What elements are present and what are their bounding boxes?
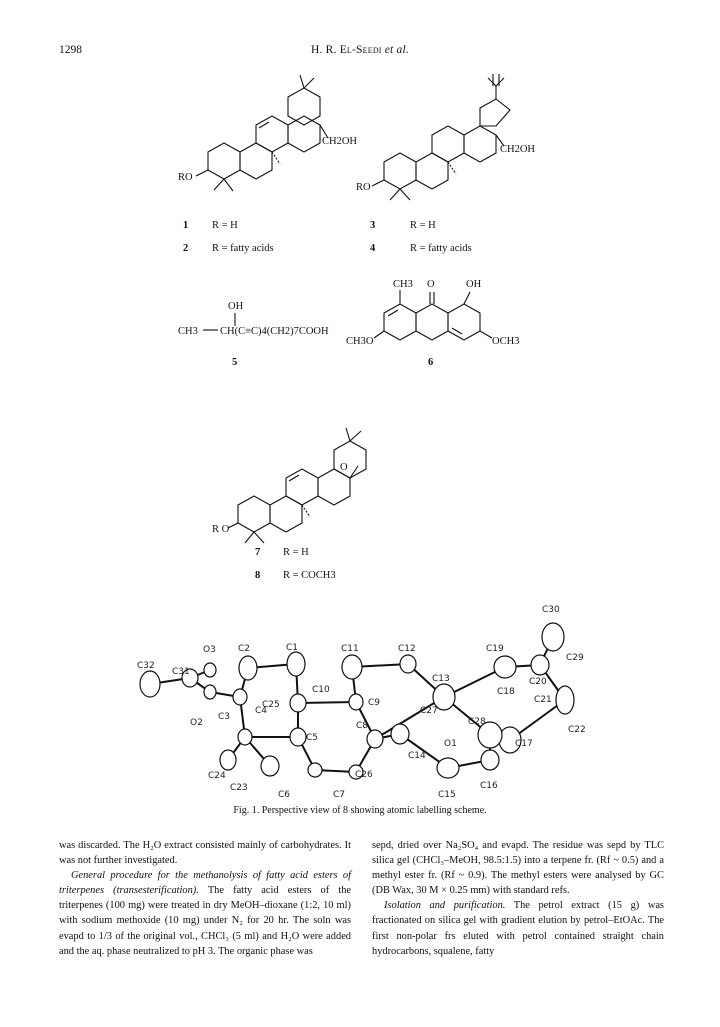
atom-label: C18: [497, 687, 515, 697]
c7-ro: R O: [212, 524, 230, 535]
atom-label: C4: [255, 706, 268, 716]
atom-label: C23: [230, 783, 248, 793]
compound-6-structure: [374, 290, 492, 340]
c3-ro: RO: [356, 182, 371, 193]
paragraph: [372, 898, 664, 958]
c7-number: 7: [255, 547, 261, 558]
compound-7-8-structure: [228, 428, 366, 543]
compound-3-structure: [372, 74, 510, 200]
paragraph: was discarded. The H₂O extract consisted mainly of carbohydrates. It was not further investigated.: [59, 840, 351, 867]
running-head-etal: et al.: [384, 44, 409, 56]
atom-label: C21: [534, 695, 552, 705]
atom-label: C11: [341, 644, 359, 654]
section-heading: General procedure for the methanolysis of fatty acid esters of triterpenes (transesterification).: [59, 870, 351, 897]
c1-r: R = H: [212, 220, 238, 231]
c5-oh: OH: [228, 301, 244, 312]
atom-label: C17: [515, 739, 533, 749]
atom-label: C31: [172, 667, 190, 677]
text-column-right: [372, 838, 664, 959]
paragraph: [59, 868, 351, 959]
atom-label: C13: [432, 674, 450, 684]
atom-label: C1: [286, 643, 299, 653]
compound-1-structure: [196, 75, 328, 191]
section-heading: Isolation and purification.: [384, 900, 506, 912]
atom-label: C26: [355, 770, 373, 780]
c6-o: O: [427, 279, 435, 290]
atom-label: C6: [278, 790, 291, 800]
atom-label: C2: [238, 644, 251, 654]
c6-number: 6: [428, 357, 434, 368]
running-head: [0, 44, 720, 56]
atom-label: C7: [333, 790, 346, 800]
atom-label: O3: [203, 645, 216, 655]
c3-r: R = H: [410, 220, 436, 231]
atom-label: C14: [408, 751, 426, 761]
c4-r: R = fatty acids: [410, 243, 472, 254]
c3-number: 3: [370, 220, 376, 231]
atom-label: C28: [468, 717, 486, 727]
atom-label: C8: [356, 721, 369, 731]
c4-number: 4: [370, 243, 376, 254]
c6-och3-left: CH3O: [346, 336, 374, 347]
atom-label: C10: [312, 685, 330, 695]
c2-r: R = fatty acids: [212, 243, 274, 254]
atom-label: C30: [542, 605, 560, 615]
paragraph-body: The fatty acid esters of the triterpenes (100 mg) were treated in dry MeOH–dioxane (1:2, 10 ml) with sodium methoxide (10 mg) under N₂ for 20 hr. The soln was evapd to 1/3 of the original vol., CHCl₃ (5 ml) and H₂O were added and the aq. phase neutralized to pH 3. The organic phase was: [59, 885, 351, 957]
c7-r: R = H: [283, 547, 309, 558]
c5-number: 5: [232, 357, 238, 368]
text-column-left: [59, 838, 351, 959]
c5-ch3: CH3: [178, 326, 198, 337]
atom-label: C16: [480, 781, 498, 791]
figure-caption: Fig. 1. Perspective view of 8 showing atomic labelling scheme.: [233, 805, 487, 816]
atom-label: C29: [566, 653, 584, 663]
structures-figure: [0, 60, 720, 800]
atom-label: C5: [306, 733, 319, 743]
atom-label: C12: [398, 644, 416, 654]
atom-label: C25: [262, 700, 280, 710]
atom-label: C27: [420, 706, 438, 716]
atom-label: O2: [190, 718, 203, 728]
paragraph: sepd, dried over Na₂SO₄ and evapd. The residue was sepd by TLC silica gel (CHCl₃–MeOH, 98.5:1.5) into a terpene fr. (Rf ~ 0.5) and a methyl ester fr. (Rf ~ 0.9). The methyl esters were analysed by GC (DB Wax, 30 M × 0.25 mm) with standard refs.: [372, 840, 664, 897]
c5-chain: CH(C≡C)4(CH2)7COOH: [220, 326, 329, 337]
c8-r: R = COCH3: [283, 570, 336, 581]
running-head-author: H. R. El-Seedi: [311, 44, 382, 56]
atom-label: C24: [208, 771, 226, 781]
c2-number: 2: [183, 243, 189, 254]
c1-ro: RO: [178, 172, 193, 183]
page-number: 1298: [59, 44, 82, 56]
c6-ch3: CH3: [393, 279, 413, 290]
c1-number: 1: [183, 220, 189, 231]
atom-label: C3: [218, 712, 231, 722]
atom-label: O1: [444, 739, 457, 749]
c7-ring-o: O: [340, 462, 348, 473]
paragraph-body: The petrol extract (15 g) was fractionated on silica gel with gradient elution by petrol–EtOAc. The first non-polar frs eluted with petrol contained straight chain hydrocarbons, squalene, fatty: [372, 900, 664, 957]
c8-number: 8: [255, 570, 261, 581]
c6-och3-right: OCH3: [492, 336, 520, 347]
atom-label: C22: [568, 725, 586, 735]
atom-label: C9: [368, 698, 381, 708]
atom-label: C32: [137, 661, 155, 671]
c1-ch2oh: CH2OH: [322, 136, 358, 147]
atom-label: C19: [486, 644, 504, 654]
c3-ch2oh: CH2OH: [500, 144, 536, 155]
atom-label: C20: [529, 677, 547, 687]
c6-oh: OH: [466, 279, 482, 290]
atom-label: C15: [438, 790, 456, 800]
figure: [0, 60, 720, 840]
